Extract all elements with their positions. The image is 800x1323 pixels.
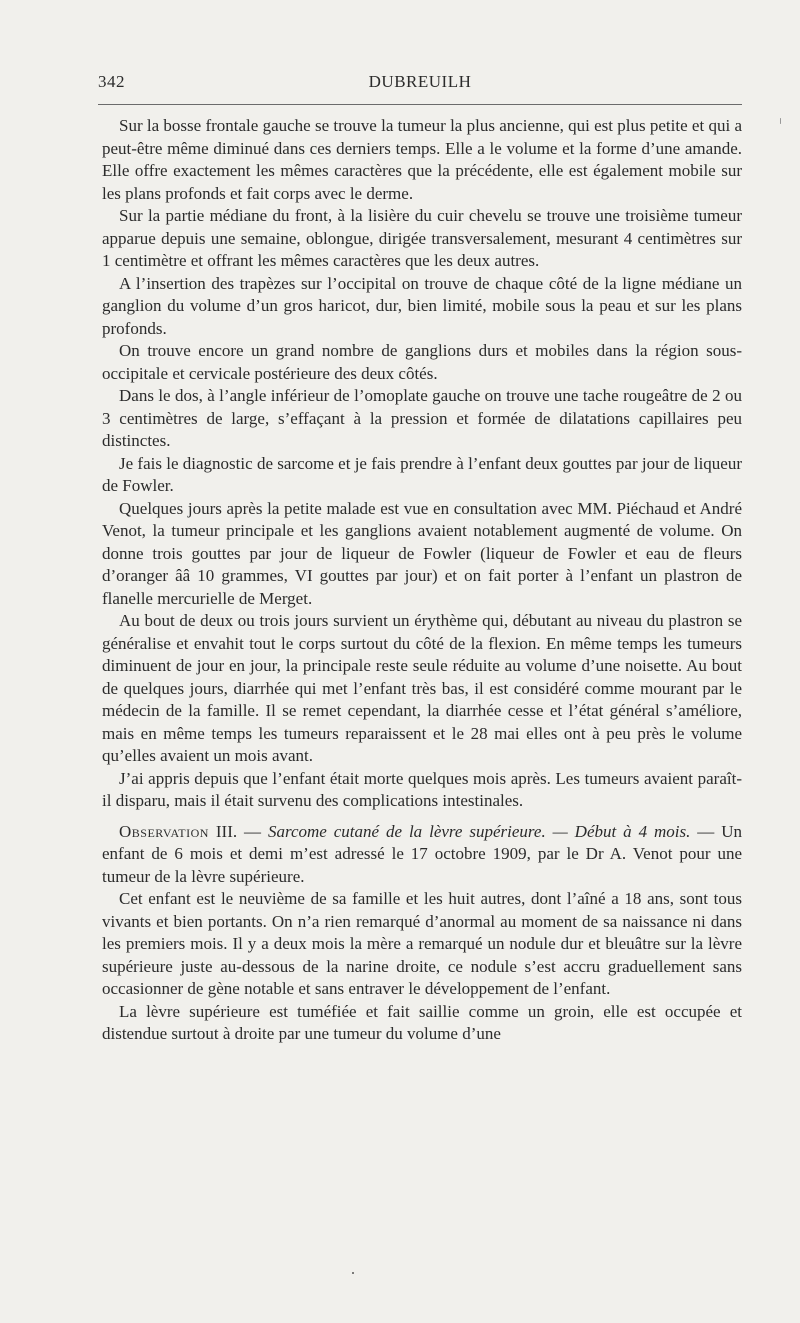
body-text — [102, 115, 742, 1046]
page-number: 342 — [98, 72, 125, 91]
page-header — [98, 72, 742, 98]
paragraph: Cet enfant est le neuvième de sa famille et les huit autres, dont l’aîné a 18 ans, sont tous vivants et bien portants. On n’a rien remarqué d’anormal au moment de sa naissance ni dans les premiers mois. Il y a deux mois la mère a remarqué un nodule dur et bleuâtre sur la lèvre supérieure juste au-dessous de la narine droite, ce nodule s’est accru graduellement sans occasionner de gène notable et sans entraver le développement de l’enfant. — [102, 889, 742, 998]
header-rule — [98, 104, 742, 105]
observation-number: III. — — [208, 821, 268, 841]
observation-heading — [102, 821, 742, 889]
print-speck — [780, 118, 781, 124]
observation-text: — Un enfant de 6 mois et demi m’est adressé le 17 octobre 1909, par le Dr A. Venot pour une tumeur de la lèvre supérieure. — [102, 821, 743, 886]
paragraph: Sur la partie médiane du front, à la lisière du cuir chevelu se trouve une troisième tumeur apparue depuis une semaine, oblongue, dirigée transversalement, mesurant 4 centimètres sur 1 centimètre et offrant les mêmes caractères que les deux autres. — [102, 206, 742, 270]
paragraph: Au bout de deux ou trois jours survient un érythème qui, débutant au niveau du plastron se généralise et envahit tout le corps surtout du côté de la flexion. En même temps les tumeurs diminuent de jour en jour, la principale reste seule réduite au volume d’une noisette. Au bout de quelques jours, diarrhée qui met l’enfant très bas, il est considéré comme mourant par le médecin de la famille. Il se remet cependant, la diarrhée cesse et l’état général s’améliore, mais en même temps les tumeurs reparaissent et le 28 mai elles ont à peu près le volume qu’elles avaient un mois avant. — [102, 611, 742, 765]
paragraph: Quelques jours après la petite malade est vue en consultation avec MM. Piéchaud et André Venot, la tumeur principale et les ganglions avaient notablement augmenté de volume. On donne trois gouttes par jour de liqueur de Fowler (liqueur de Fowler et eau de fleurs d’oranger ââ 10 grammes, VI gouttes par jour) et on fait porter à l’enfant un plastron de flanelle mercurielle de Merget. — [102, 498, 742, 608]
paragraph: A l’insertion des trapèzes sur l’occipital on trouve de chaque côté de la ligne médiane un ganglion du volume d’un gros haricot, dur, bien limité, mobile sous la peau et sur les plans profonds. — [102, 273, 742, 338]
paragraph: Sur la bosse frontale gauche se trouve la tumeur la plus ancienne, qui est plus petite et qui a peut-être même diminué dans ces derniers temps. Elle a le volume et la forme d’une amande. Elle offre exactement les mêmes caractères que la précédente, elle est également mobile sur les plans profonds et fait corps avec le derme. — [102, 116, 742, 203]
running-title: DUBREUILH — [368, 72, 472, 91]
paragraph: La lèvre supérieure est tuméfiée et fait saillie comme un groin, elle est occupée et distendue surtout à droite par une tumeur du volume d’une — [102, 1001, 742, 1043]
paragraph: On trouve encore un grand nombre de ganglions durs et mobiles dans la région sous-occipitale et cervicale postérieure des deux côtés. — [102, 341, 742, 383]
print-speck — [352, 1272, 354, 1274]
observation-title: Sarcome cutané de la lèvre supérieure. — Début à 4 mois. — [267, 821, 691, 841]
paragraph: Dans le dos, à l’angle inférieur de l’omoplate gauche on trouve une tache rougeâtre de 2 ou 3 centimètres de large, s’effaçant à la pression et formée de dilatations capillaires peu distinctes. — [102, 386, 742, 450]
paragraph: Je fais le diagnostic de sarcome et je fais prendre à l’enfant deux gouttes par jour de liqueur de Fowler. — [102, 453, 742, 495]
observation-label: Observation — [119, 821, 209, 841]
paragraph: J’ai appris depuis que l’enfant était morte quelques mois après. Les tumeurs avaient paraît-il disparu, mais il était survenu des complications intestinales. — [102, 768, 742, 810]
